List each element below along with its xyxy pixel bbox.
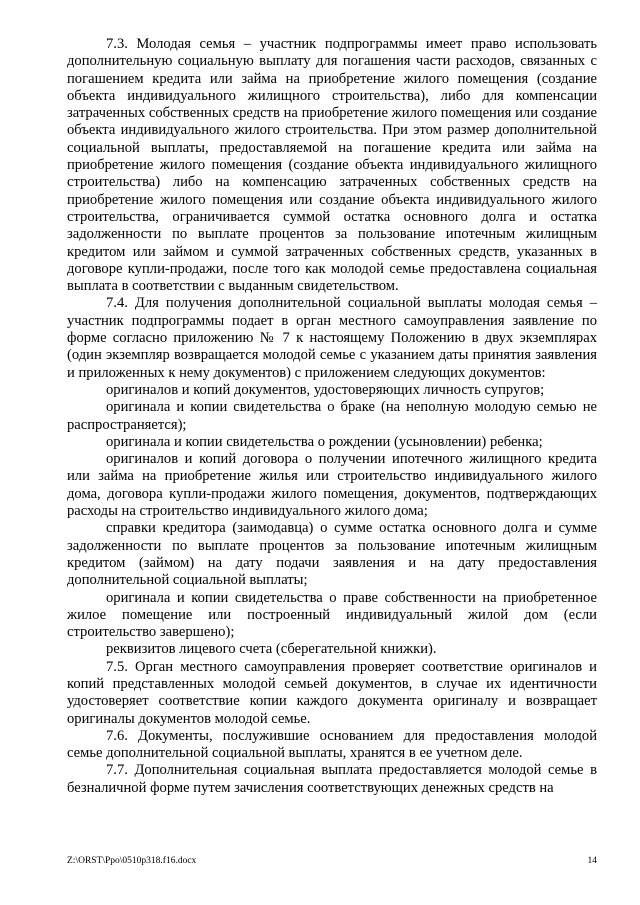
paragraph-7-6: 7.6. Документы, послужившие основанием для предоставления молодой семье дополнительной социальной выплаты, хранятся в ее учетном деле.	[67, 727, 597, 762]
list-item: оригинала и копии свидетельства о праве собственности на приобретенное жилое помещение или построенный индивидуальный жилой дом (если строительство завершено);	[67, 589, 597, 641]
list-item: оригиналов и копий договора о получении ипотечного жилищного кредита или займа на приобретение жилья или строительство индивидуального жилого дома, договора купли-продажи жилого помещения, документов, подтверждающих расходы на строительство индивидуального жилого дома;	[67, 451, 597, 520]
document-body	[67, 36, 597, 797]
list-item: оригинала и копии свидетельства о рождении (усыновлении) ребенка;	[106, 433, 543, 450]
paragraph-7-4: 7.4. Для получения дополнительной социальной выплаты молодая семья – участник подпрограммы подает в орган местного самоуправления заявление по форме согласно приложению № 7 к настоящему Положению в двух экземплярах (один экземпляр возвращается молодой семье с указанием даты принятия заявления и приложенных к нему документов) с приложением следующих документов:	[67, 295, 597, 381]
list-item: справки кредитора (заимодавца) о сумме остатка основного долга и сумме задолженности по выплате процентов за пользование ипотечным жилищным кредитом (займом) на дату подачи заявления и на дату предоставления дополнительной социальной выплаты;	[67, 520, 597, 589]
list-item: оригинала и копии свидетельства о браке (на неполную молодую семью не распространяется);	[67, 399, 597, 433]
footer-file-path: Z:\ORST\Ppo\0510p318.f16.docx	[67, 856, 197, 866]
paragraph-7-7: 7.7. Дополнительная социальная выплата предоставляется молодой семье в безналичной форме путем зачисления соответствующих денежных средств на	[67, 762, 597, 796]
page-number: 14	[587, 856, 597, 866]
paragraph-7-5: 7.5. Орган местного самоуправления проверяет соответствие оригиналов и копий представленных молодой семьей документов, в случае их идентичности удостоверяет соответствие копии каждого документа оригиналу и возвращает оригиналы документов молодой семье.	[67, 658, 597, 727]
list-item: оригиналов и копий документов, удостоверяющих личность супругов;	[106, 381, 545, 398]
paragraph-7-3: 7.3. Молодая семья – участник подпрограммы имеет право использовать дополнительную социальную выплату для погашения части расходов, связанных с погашением кредита или займа на приобретение жилого помещения (создание объекта индивидуального жилищного строительства), либо для компенсации затраченных собственных средств на приобретение жилого помещения или создание объекта индивидуального жилого строительства. При этом размер дополнительной социальной выплаты, предоставляемой на погашение кредита или займа на приобретение жилого помещения (создание объекта индивидуального жилищного строительства) либо на компенсацию затраченных собственных средств на приобретение жилого помещения или создание объекта индивидуального жилого строительства, ограничивается суммой остатка основного долга и остатка задолженности по выплате процентов за пользование ипотечным жилищным кредитом или займом и суммой затраченных собственных средств, указанных в договоре купли-продажи, после того как молодой семье предоставлена социальная выплата в соответствии с выданным свидетельством.	[67, 36, 597, 295]
list-item: реквизитов лицевого счета (сберегательной книжки).	[106, 641, 437, 658]
